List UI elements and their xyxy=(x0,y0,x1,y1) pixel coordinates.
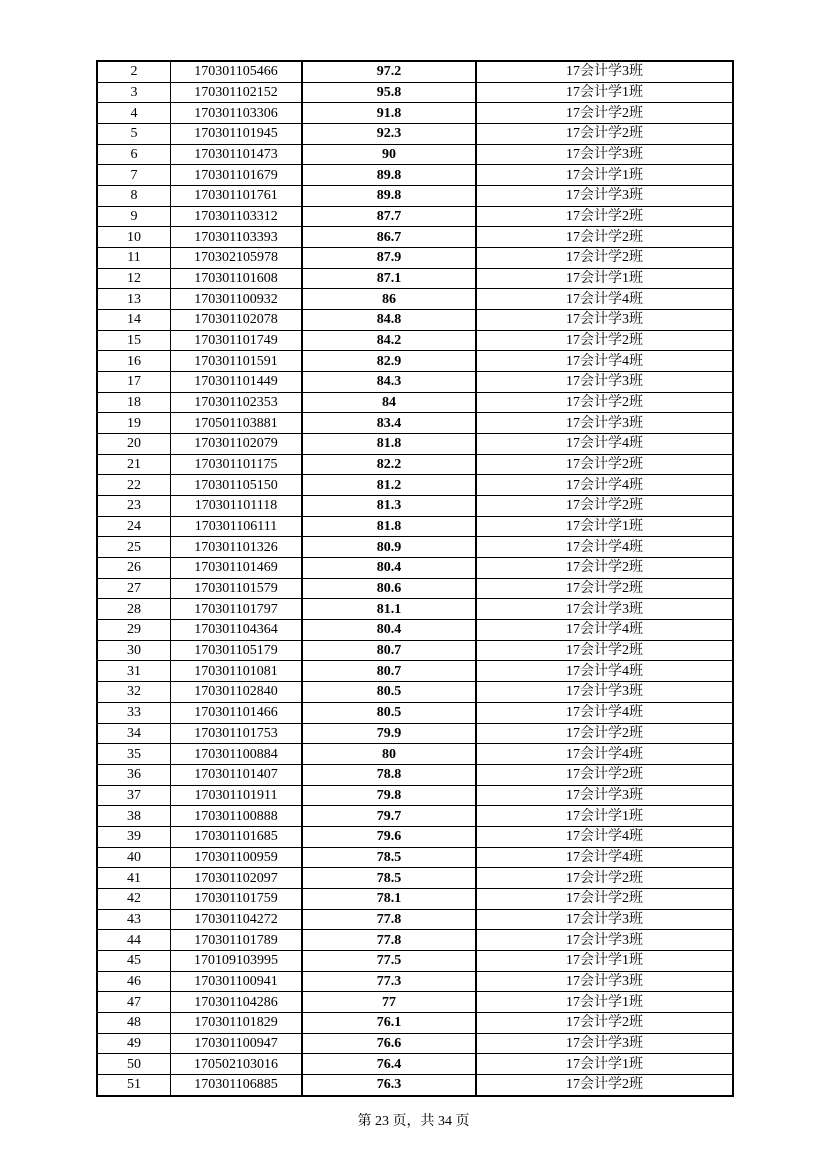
row-number-cell: 18 xyxy=(97,392,171,413)
table-row xyxy=(97,537,733,558)
score-cell: 82.9 xyxy=(302,351,476,372)
score-cell: 80.7 xyxy=(302,661,476,682)
student-id-cell: 170301101579 xyxy=(171,578,303,599)
score-cell: 80.9 xyxy=(302,537,476,558)
table-row xyxy=(97,723,733,744)
class-name-cell: 17会计学3班 xyxy=(476,186,733,207)
class-name-cell: 17会计学4班 xyxy=(476,475,733,496)
student-id-cell: 170301106885 xyxy=(171,1074,303,1095)
student-id-cell: 170301101945 xyxy=(171,124,303,145)
student-id-cell: 170301102840 xyxy=(171,682,303,703)
results-table-body xyxy=(97,61,733,1096)
student-id-cell: 170301101407 xyxy=(171,764,303,785)
class-name-cell: 17会计学2班 xyxy=(476,1074,733,1095)
student-id-cell: 170301101469 xyxy=(171,558,303,579)
class-name-cell: 17会计学2班 xyxy=(476,454,733,475)
row-number-cell: 34 xyxy=(97,723,171,744)
class-name-cell: 17会计学2班 xyxy=(476,392,733,413)
student-id-cell: 170301101759 xyxy=(171,888,303,909)
student-id-cell: 170301100888 xyxy=(171,806,303,827)
table-row xyxy=(97,475,733,496)
row-number-cell: 27 xyxy=(97,578,171,599)
student-id-cell: 170301101473 xyxy=(171,144,303,165)
score-cell: 79.7 xyxy=(302,806,476,827)
score-cell: 81.8 xyxy=(302,434,476,455)
table-row xyxy=(97,413,733,434)
row-number-cell: 51 xyxy=(97,1074,171,1095)
row-number-cell: 17 xyxy=(97,372,171,393)
class-name-cell: 17会计学3班 xyxy=(476,144,733,165)
class-name-cell: 17会计学3班 xyxy=(476,909,733,930)
row-number-cell: 36 xyxy=(97,764,171,785)
row-number-cell: 31 xyxy=(97,661,171,682)
row-number-cell: 6 xyxy=(97,144,171,165)
row-number-cell: 21 xyxy=(97,454,171,475)
score-cell: 80.4 xyxy=(302,558,476,579)
score-cell: 76.6 xyxy=(302,1033,476,1054)
class-name-cell: 17会计学1班 xyxy=(476,165,733,186)
score-cell: 81.1 xyxy=(302,599,476,620)
table-row xyxy=(97,103,733,124)
score-cell: 91.8 xyxy=(302,103,476,124)
class-name-cell: 17会计学3班 xyxy=(476,682,733,703)
student-id-cell: 170301101761 xyxy=(171,186,303,207)
table-row xyxy=(97,764,733,785)
class-name-cell: 17会计学2班 xyxy=(476,227,733,248)
score-cell: 82.2 xyxy=(302,454,476,475)
row-number-cell: 43 xyxy=(97,909,171,930)
class-name-cell: 17会计学1班 xyxy=(476,516,733,537)
student-id-cell: 170301103393 xyxy=(171,227,303,248)
class-name-cell: 17会计学1班 xyxy=(476,806,733,827)
score-cell: 80.7 xyxy=(302,640,476,661)
score-cell: 77.8 xyxy=(302,909,476,930)
row-number-cell: 13 xyxy=(97,289,171,310)
class-name-cell: 17会计学4班 xyxy=(476,351,733,372)
row-number-cell: 14 xyxy=(97,310,171,331)
student-id-cell: 170301101449 xyxy=(171,372,303,393)
row-number-cell: 46 xyxy=(97,971,171,992)
class-name-cell: 17会计学2班 xyxy=(476,868,733,889)
student-id-cell: 170302105978 xyxy=(171,248,303,269)
class-name-cell: 17会计学4班 xyxy=(476,434,733,455)
table-row xyxy=(97,248,733,269)
table-row xyxy=(97,454,733,475)
row-number-cell: 33 xyxy=(97,702,171,723)
student-id-cell: 170301104286 xyxy=(171,992,303,1013)
score-cell: 81.3 xyxy=(302,496,476,517)
score-cell: 86 xyxy=(302,289,476,310)
row-number-cell: 23 xyxy=(97,496,171,517)
class-name-cell: 17会计学2班 xyxy=(476,888,733,909)
class-name-cell: 17会计学3班 xyxy=(476,930,733,951)
score-cell: 79.9 xyxy=(302,723,476,744)
student-id-cell: 170301101118 xyxy=(171,496,303,517)
student-id-cell: 170301101685 xyxy=(171,826,303,847)
row-number-cell: 48 xyxy=(97,1012,171,1033)
results-table xyxy=(96,60,734,1097)
score-cell: 77.8 xyxy=(302,930,476,951)
row-number-cell: 10 xyxy=(97,227,171,248)
class-name-cell: 17会计学4班 xyxy=(476,661,733,682)
student-id-cell: 170301100932 xyxy=(171,289,303,310)
row-number-cell: 26 xyxy=(97,558,171,579)
score-cell: 80 xyxy=(302,744,476,765)
student-id-cell: 170301101591 xyxy=(171,351,303,372)
student-id-cell: 170301101326 xyxy=(171,537,303,558)
class-name-cell: 17会计学2班 xyxy=(476,640,733,661)
class-name-cell: 17会计学3班 xyxy=(476,599,733,620)
student-id-cell: 170301105150 xyxy=(171,475,303,496)
student-id-cell: 170301101749 xyxy=(171,330,303,351)
row-number-cell: 15 xyxy=(97,330,171,351)
class-name-cell: 17会计学1班 xyxy=(476,82,733,103)
student-id-cell: 170301105179 xyxy=(171,640,303,661)
student-id-cell: 170301104364 xyxy=(171,620,303,641)
table-row xyxy=(97,847,733,868)
score-cell: 80.5 xyxy=(302,702,476,723)
class-name-cell: 17会计学3班 xyxy=(476,310,733,331)
student-id-cell: 170301101608 xyxy=(171,268,303,289)
table-row xyxy=(97,516,733,537)
row-number-cell: 20 xyxy=(97,434,171,455)
table-row xyxy=(97,1012,733,1033)
class-name-cell: 17会计学1班 xyxy=(476,268,733,289)
table-row xyxy=(97,1074,733,1095)
score-cell: 76.4 xyxy=(302,1054,476,1075)
table-row xyxy=(97,1033,733,1054)
class-name-cell: 17会计学2班 xyxy=(476,206,733,227)
student-id-cell: 170301102078 xyxy=(171,310,303,331)
class-name-cell: 17会计学2班 xyxy=(476,764,733,785)
student-id-cell: 170301101081 xyxy=(171,661,303,682)
row-number-cell: 44 xyxy=(97,930,171,951)
table-row xyxy=(97,785,733,806)
score-cell: 78.5 xyxy=(302,847,476,868)
score-cell: 84.2 xyxy=(302,330,476,351)
table-row xyxy=(97,144,733,165)
row-number-cell: 25 xyxy=(97,537,171,558)
score-cell: 77.3 xyxy=(302,971,476,992)
table-row xyxy=(97,992,733,1013)
row-number-cell: 9 xyxy=(97,206,171,227)
row-number-cell: 19 xyxy=(97,413,171,434)
row-number-cell: 16 xyxy=(97,351,171,372)
class-name-cell: 17会计学2班 xyxy=(476,496,733,517)
class-name-cell: 17会计学4班 xyxy=(476,826,733,847)
class-name-cell: 17会计学2班 xyxy=(476,578,733,599)
table-row xyxy=(97,578,733,599)
table-row xyxy=(97,82,733,103)
score-cell: 89.8 xyxy=(302,186,476,207)
student-id-cell: 170301100941 xyxy=(171,971,303,992)
table-row xyxy=(97,888,733,909)
table-row xyxy=(97,868,733,889)
row-number-cell: 8 xyxy=(97,186,171,207)
row-number-cell: 37 xyxy=(97,785,171,806)
row-number-cell: 30 xyxy=(97,640,171,661)
student-id-cell: 170501103881 xyxy=(171,413,303,434)
table-row xyxy=(97,227,733,248)
class-name-cell: 17会计学3班 xyxy=(476,785,733,806)
row-number-cell: 29 xyxy=(97,620,171,641)
score-cell: 84.3 xyxy=(302,372,476,393)
table-row xyxy=(97,558,733,579)
table-row xyxy=(97,392,733,413)
row-number-cell: 47 xyxy=(97,992,171,1013)
student-id-cell: 170301101679 xyxy=(171,165,303,186)
score-cell: 97.2 xyxy=(302,61,476,82)
score-cell: 83.4 xyxy=(302,413,476,434)
score-cell: 80.6 xyxy=(302,578,476,599)
table-row xyxy=(97,61,733,82)
table-row xyxy=(97,702,733,723)
table-row xyxy=(97,930,733,951)
table-row xyxy=(97,330,733,351)
row-number-cell: 50 xyxy=(97,1054,171,1075)
row-number-cell: 35 xyxy=(97,744,171,765)
score-cell: 89.8 xyxy=(302,165,476,186)
table-row xyxy=(97,165,733,186)
table-row xyxy=(97,124,733,145)
table-row xyxy=(97,971,733,992)
class-name-cell: 17会计学2班 xyxy=(476,248,733,269)
row-number-cell: 42 xyxy=(97,888,171,909)
score-cell: 78.1 xyxy=(302,888,476,909)
student-id-cell: 170301101829 xyxy=(171,1012,303,1033)
table-row xyxy=(97,950,733,971)
score-cell: 79.6 xyxy=(302,826,476,847)
table-row xyxy=(97,682,733,703)
class-name-cell: 17会计学1班 xyxy=(476,1054,733,1075)
student-id-cell: 170301106111 xyxy=(171,516,303,537)
class-name-cell: 17会计学3班 xyxy=(476,413,733,434)
table-row xyxy=(97,351,733,372)
row-number-cell: 11 xyxy=(97,248,171,269)
score-cell: 81.2 xyxy=(302,475,476,496)
table-row xyxy=(97,434,733,455)
score-cell: 87.7 xyxy=(302,206,476,227)
table-row xyxy=(97,806,733,827)
table-row xyxy=(97,599,733,620)
class-name-cell: 17会计学4班 xyxy=(476,289,733,310)
class-name-cell: 17会计学1班 xyxy=(476,950,733,971)
table-row xyxy=(97,289,733,310)
row-number-cell: 5 xyxy=(97,124,171,145)
table-row xyxy=(97,310,733,331)
table-row xyxy=(97,496,733,517)
student-id-cell: 170301102097 xyxy=(171,868,303,889)
row-number-cell: 24 xyxy=(97,516,171,537)
score-cell: 81.8 xyxy=(302,516,476,537)
table-row xyxy=(97,372,733,393)
class-name-cell: 17会计学1班 xyxy=(476,992,733,1013)
row-number-cell: 49 xyxy=(97,1033,171,1054)
row-number-cell: 40 xyxy=(97,847,171,868)
student-id-cell: 170301102353 xyxy=(171,392,303,413)
score-cell: 92.3 xyxy=(302,124,476,145)
score-cell: 90 xyxy=(302,144,476,165)
score-cell: 80.4 xyxy=(302,620,476,641)
score-cell: 84 xyxy=(302,392,476,413)
row-number-cell: 28 xyxy=(97,599,171,620)
student-id-cell: 170301102152 xyxy=(171,82,303,103)
class-name-cell: 17会计学3班 xyxy=(476,1033,733,1054)
row-number-cell: 12 xyxy=(97,268,171,289)
score-cell: 79.8 xyxy=(302,785,476,806)
row-number-cell: 45 xyxy=(97,950,171,971)
student-id-cell: 170301101789 xyxy=(171,930,303,951)
row-number-cell: 2 xyxy=(97,61,171,82)
student-id-cell: 170301101911 xyxy=(171,785,303,806)
class-name-cell: 17会计学2班 xyxy=(476,558,733,579)
class-name-cell: 17会计学2班 xyxy=(476,1012,733,1033)
table-row xyxy=(97,640,733,661)
table-row xyxy=(97,744,733,765)
student-id-cell: 170502103016 xyxy=(171,1054,303,1075)
student-id-cell: 170109103995 xyxy=(171,950,303,971)
score-cell: 77.5 xyxy=(302,950,476,971)
student-id-cell: 170301100884 xyxy=(171,744,303,765)
score-cell: 87.9 xyxy=(302,248,476,269)
table-row xyxy=(97,206,733,227)
class-name-cell: 17会计学3班 xyxy=(476,61,733,82)
table-row xyxy=(97,620,733,641)
page-footer: 第 23 页，共 34 页 xyxy=(357,1114,470,1129)
score-cell: 86.7 xyxy=(302,227,476,248)
table-row xyxy=(97,826,733,847)
score-cell: 77 xyxy=(302,992,476,1013)
table-row xyxy=(97,661,733,682)
table-row xyxy=(97,268,733,289)
score-cell: 76.3 xyxy=(302,1074,476,1095)
class-name-cell: 17会计学4班 xyxy=(476,537,733,558)
score-cell: 76.1 xyxy=(302,1012,476,1033)
class-name-cell: 17会计学4班 xyxy=(476,847,733,868)
row-number-cell: 39 xyxy=(97,826,171,847)
student-id-cell: 170301100959 xyxy=(171,847,303,868)
score-cell: 84.8 xyxy=(302,310,476,331)
score-cell: 78.5 xyxy=(302,868,476,889)
row-number-cell: 3 xyxy=(97,82,171,103)
student-id-cell: 170301100947 xyxy=(171,1033,303,1054)
table-row xyxy=(97,909,733,930)
class-name-cell: 17会计学4班 xyxy=(476,620,733,641)
class-name-cell: 17会计学2班 xyxy=(476,124,733,145)
student-id-cell: 170301103312 xyxy=(171,206,303,227)
student-id-cell: 170301101797 xyxy=(171,599,303,620)
student-id-cell: 170301101753 xyxy=(171,723,303,744)
class-name-cell: 17会计学4班 xyxy=(476,702,733,723)
student-id-cell: 170301103306 xyxy=(171,103,303,124)
row-number-cell: 41 xyxy=(97,868,171,889)
class-name-cell: 17会计学2班 xyxy=(476,330,733,351)
row-number-cell: 4 xyxy=(97,103,171,124)
row-number-cell: 32 xyxy=(97,682,171,703)
student-id-cell: 170301101466 xyxy=(171,702,303,723)
class-name-cell: 17会计学3班 xyxy=(476,372,733,393)
table-row xyxy=(97,186,733,207)
row-number-cell: 22 xyxy=(97,475,171,496)
score-cell: 87.1 xyxy=(302,268,476,289)
student-id-cell: 170301105466 xyxy=(171,61,303,82)
class-name-cell: 17会计学2班 xyxy=(476,103,733,124)
score-cell: 95.8 xyxy=(302,82,476,103)
student-id-cell: 170301101175 xyxy=(171,454,303,475)
class-name-cell: 17会计学2班 xyxy=(476,723,733,744)
table-row xyxy=(97,1054,733,1075)
score-cell: 80.5 xyxy=(302,682,476,703)
row-number-cell: 38 xyxy=(97,806,171,827)
score-cell: 78.8 xyxy=(302,764,476,785)
class-name-cell: 17会计学4班 xyxy=(476,744,733,765)
student-id-cell: 170301102079 xyxy=(171,434,303,455)
student-id-cell: 170301104272 xyxy=(171,909,303,930)
class-name-cell: 17会计学3班 xyxy=(476,971,733,992)
row-number-cell: 7 xyxy=(97,165,171,186)
